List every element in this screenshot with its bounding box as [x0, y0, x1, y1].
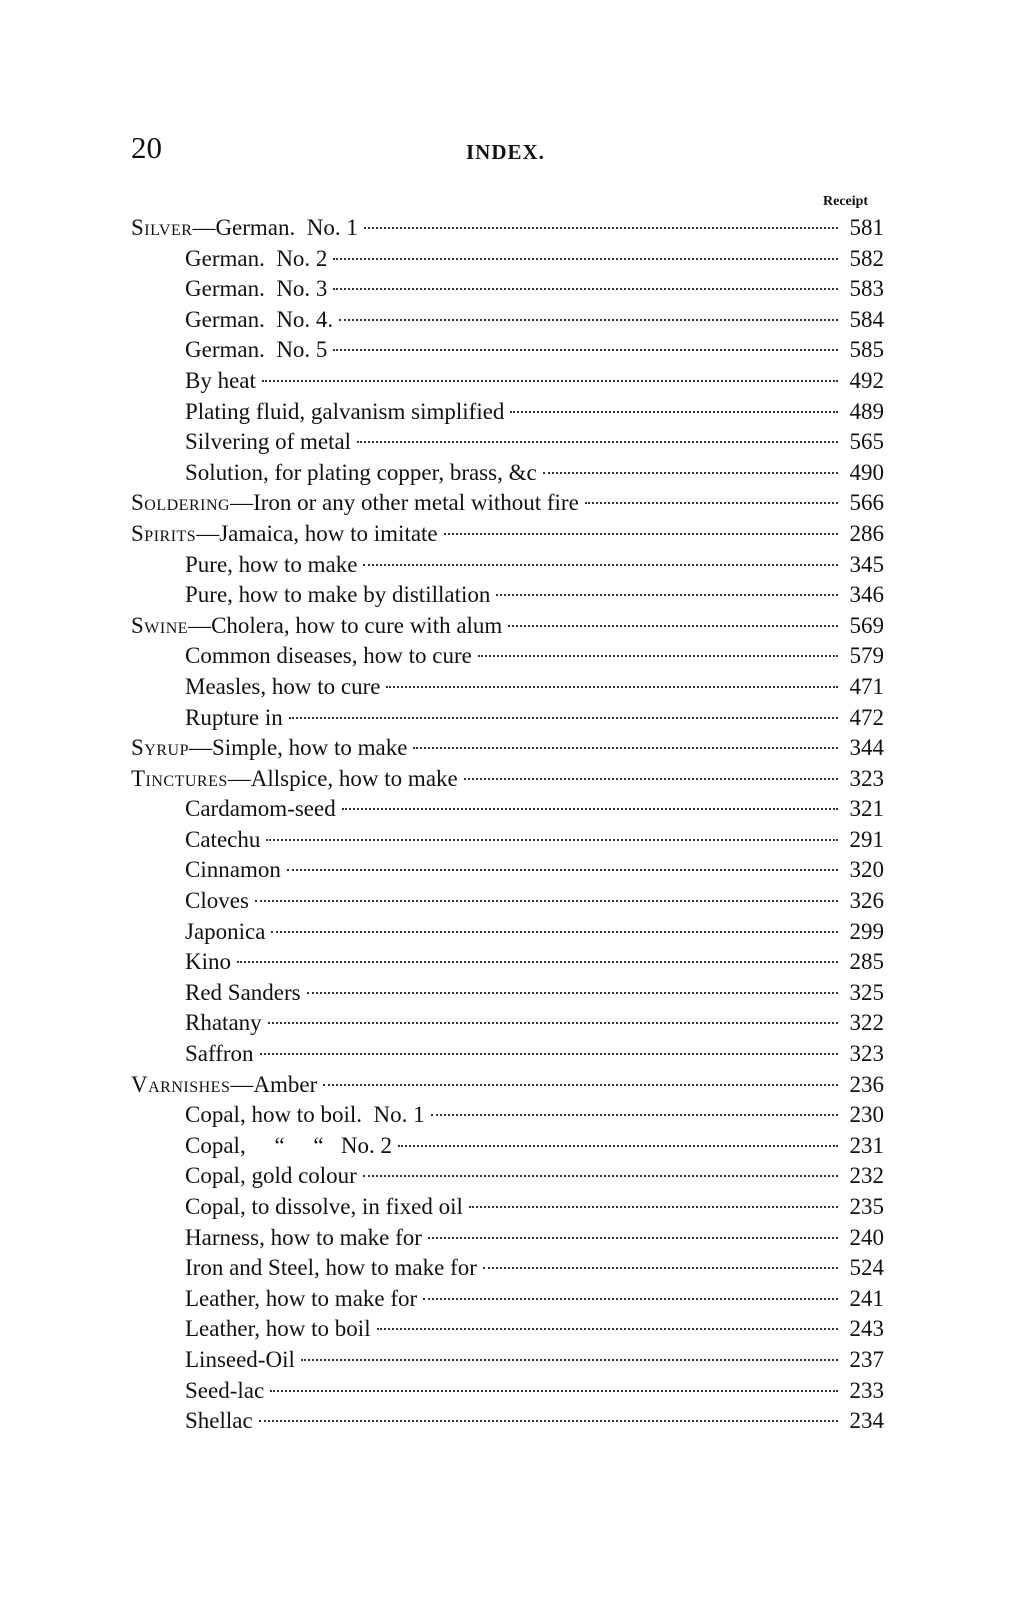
receipt-number: 490	[849, 459, 884, 485]
index-entry	[131, 705, 884, 736]
receipt-number: 492	[849, 367, 884, 393]
receipt-number: 323	[849, 1041, 884, 1067]
index-entry	[131, 1010, 884, 1041]
index-entry	[131, 1408, 884, 1439]
dot-leader	[543, 472, 838, 474]
dot-leader	[377, 1328, 838, 1330]
receipt-number: 241	[849, 1285, 884, 1311]
entry-label	[185, 1316, 371, 1342]
index-entry	[131, 888, 884, 919]
entry-text: German. No. 5	[185, 337, 328, 363]
index-entry	[131, 1255, 884, 1286]
dot-leader	[398, 1145, 838, 1147]
receipt-number: 584	[849, 306, 884, 332]
dot-leader	[444, 533, 838, 535]
receipt-number: 344	[849, 735, 884, 761]
entry-label	[185, 1347, 295, 1373]
entry-text: Cloves	[185, 888, 249, 914]
entry-label	[185, 1286, 417, 1312]
receipt-number: 231	[849, 1132, 884, 1158]
entry-label	[185, 1010, 262, 1036]
receipt-number: 325	[849, 979, 884, 1005]
index-entry	[131, 949, 884, 980]
receipt-number: 471	[849, 673, 884, 699]
entry-text: German. No. 2	[185, 245, 328, 271]
index-entry	[131, 1102, 884, 1133]
entry-text: Silvering of metal	[185, 429, 352, 455]
receipt-number: 232	[849, 1163, 884, 1189]
entry-label	[185, 919, 265, 945]
receipt-number: 583	[849, 276, 884, 302]
entry-text: Cholera, how to cure with alum	[211, 612, 503, 638]
index-entry	[131, 552, 884, 583]
entry-text: Red Sanders	[185, 979, 301, 1005]
entry-text: Linseed-Oil	[185, 1346, 295, 1372]
receipt-number: 569	[849, 612, 884, 638]
index-entry	[131, 857, 884, 888]
entry-label	[131, 215, 358, 241]
dot-leader	[464, 778, 838, 780]
dot-leader	[266, 839, 838, 841]
dot-leader	[287, 869, 838, 871]
entry-label	[185, 643, 472, 669]
entry-heading: Soldering	[131, 490, 231, 516]
index-entry	[131, 1133, 884, 1164]
entry-label	[185, 888, 249, 914]
dot-leader	[431, 1114, 838, 1116]
index-entry	[131, 735, 884, 766]
entry-text: Plating fluid, galvanism simplified	[185, 398, 505, 424]
index-entry	[131, 490, 884, 521]
entry-text: Common diseases, how to cure	[185, 643, 472, 669]
index-entry	[131, 246, 884, 277]
dot-leader	[333, 288, 838, 290]
entry-label	[185, 1102, 425, 1128]
receipt-number: 285	[849, 949, 884, 975]
entry-label	[185, 399, 504, 425]
dot-leader	[323, 1084, 838, 1086]
dot-leader	[270, 1390, 838, 1392]
index-entry	[131, 521, 884, 552]
receipt-number: 240	[849, 1224, 884, 1250]
entry-text: Copal, “ “ No. 2	[185, 1132, 392, 1158]
dot-leader	[478, 655, 838, 657]
entry-heading: Tinctures	[131, 765, 228, 791]
index-entry	[131, 276, 884, 307]
entry-dash: —	[230, 1071, 254, 1097]
entry-label	[185, 552, 357, 578]
entry-text: Simple, how to make	[211, 735, 408, 761]
receipt-number: 585	[849, 337, 884, 363]
entry-label	[185, 429, 351, 455]
entry-label	[131, 766, 458, 792]
index-entry	[131, 460, 884, 491]
entry-label	[185, 980, 301, 1006]
dot-leader	[339, 319, 838, 321]
dot-leader	[260, 1053, 838, 1055]
entry-text: Iron and Steel, how to make for	[185, 1255, 477, 1281]
dot-leader	[342, 808, 838, 810]
dot-leader	[364, 227, 838, 229]
receipt-number: 299	[849, 918, 884, 944]
entry-text: Copal, how to boil. No. 1	[185, 1102, 425, 1128]
dot-leader	[301, 1359, 838, 1361]
dot-leader	[255, 900, 838, 902]
entry-label	[185, 307, 333, 333]
dot-leader	[259, 1420, 838, 1422]
entry-text: Iron or any other metal without fire	[253, 490, 579, 516]
receipt-number: 579	[849, 643, 884, 669]
entry-text: Copal, gold colour	[185, 1163, 357, 1189]
entry-label	[185, 1041, 254, 1067]
entry-label	[185, 949, 231, 975]
index-entry	[131, 1378, 884, 1409]
entry-text: Cardamom-seed	[185, 796, 336, 822]
entry-label	[185, 1255, 477, 1281]
dot-leader	[271, 931, 838, 933]
page-number: 20	[131, 130, 162, 165]
entry-label	[185, 582, 490, 608]
index-entry	[131, 674, 884, 705]
entry-heading: Silver	[131, 215, 193, 240]
index-entry	[131, 796, 884, 827]
running-head: INDEX.	[466, 140, 545, 164]
index-list	[131, 215, 884, 1439]
entry-text: Leather, how to boil	[185, 1316, 371, 1342]
dot-leader	[289, 717, 838, 719]
receipt-number: 243	[849, 1316, 884, 1342]
entry-dash: —	[188, 612, 212, 638]
entry-label	[131, 1072, 317, 1098]
entry-heading: Syrup	[131, 735, 189, 761]
receipt-number: 326	[849, 888, 884, 914]
dot-leader	[262, 380, 838, 382]
index-entry	[131, 827, 884, 858]
entry-text: Seed-lac	[185, 1377, 265, 1403]
dot-leader	[510, 411, 838, 413]
entry-text: Copal, to dissolve, in fixed oil	[185, 1194, 463, 1219]
dot-leader	[357, 441, 838, 443]
entry-heading: Swine	[131, 612, 189, 638]
dot-leader	[307, 992, 838, 994]
dot-leader	[508, 625, 838, 627]
index-entry	[131, 1163, 884, 1194]
receipt-number: 234	[849, 1408, 884, 1434]
index-entry	[131, 643, 884, 674]
index-entry	[131, 980, 884, 1011]
dot-leader	[585, 502, 838, 504]
index-entry	[131, 368, 884, 399]
dot-leader	[423, 1298, 838, 1300]
receipt-number: 230	[849, 1102, 884, 1128]
entry-text: Allspice, how to make	[250, 765, 458, 791]
receipt-number: 321	[849, 796, 884, 822]
index-entry	[131, 429, 884, 460]
receipt-number: 581	[849, 215, 884, 240]
index-entry	[131, 215, 884, 246]
entry-text: By heat	[185, 367, 256, 393]
dot-leader	[483, 1267, 838, 1269]
receipt-number: 237	[849, 1346, 884, 1372]
entry-label	[185, 368, 256, 394]
entry-label	[185, 460, 537, 486]
receipt-number: 489	[849, 398, 884, 424]
entry-label	[185, 674, 380, 700]
receipt-number: 345	[849, 551, 884, 577]
index-entry	[131, 1316, 884, 1347]
index-entry	[131, 1225, 884, 1256]
index-entry	[131, 613, 884, 644]
entry-text: Rupture in	[185, 704, 283, 730]
receipt-number: 582	[849, 245, 884, 271]
entry-label	[185, 705, 283, 731]
dot-leader	[363, 564, 838, 566]
dot-leader	[333, 258, 838, 260]
index-entry	[131, 1041, 884, 1072]
receipt-number: 565	[849, 429, 884, 455]
dot-leader	[268, 1022, 838, 1024]
index-entry	[131, 919, 884, 950]
receipt-number: 524	[849, 1255, 884, 1281]
dot-leader	[428, 1237, 838, 1239]
entry-dash: —	[230, 490, 254, 516]
entry-heading: Spirits	[131, 520, 197, 546]
index-entry	[131, 307, 884, 338]
receipt-number: 472	[849, 704, 884, 730]
receipt-number: 236	[849, 1071, 884, 1097]
index-entry	[131, 337, 884, 368]
entry-text: Pure, how to make by distillation	[185, 582, 491, 608]
entry-text: Jamaica, how to imitate	[219, 520, 438, 546]
entry-text: Pure, how to make	[185, 551, 358, 577]
dot-leader	[237, 961, 838, 963]
entry-label	[131, 521, 438, 547]
dot-leader	[496, 594, 838, 596]
entry-label	[185, 796, 336, 822]
dot-leader	[413, 747, 838, 749]
entry-text: Solution, for plating copper, brass, &c	[185, 459, 537, 485]
column-header: Receipt	[823, 194, 869, 209]
entry-label	[185, 857, 281, 883]
entry-text: Japonica	[185, 918, 266, 944]
dot-leader	[333, 349, 838, 351]
receipt-number: 346	[849, 582, 884, 608]
entry-label	[185, 1194, 463, 1220]
receipt-number: 566	[849, 490, 884, 516]
entry-text: Rhatany	[185, 1010, 262, 1036]
entry-label	[185, 246, 327, 272]
receipt-number: 291	[849, 826, 884, 852]
entry-text: Kino	[185, 949, 231, 975]
entry-label	[185, 1225, 422, 1251]
index-entry	[131, 582, 884, 613]
dot-leader	[363, 1175, 838, 1177]
index-entry	[131, 399, 884, 430]
entry-text: Measles, how to cure	[185, 673, 381, 699]
receipt-number: 233	[849, 1377, 884, 1403]
entry-label	[131, 490, 579, 516]
index-entry	[131, 1286, 884, 1317]
entry-label	[131, 613, 502, 639]
dot-leader	[386, 686, 838, 688]
entry-label	[185, 1133, 392, 1159]
receipt-number: 323	[849, 765, 884, 791]
entry-dash: —	[188, 735, 212, 761]
entry-text: Cinnamon	[185, 857, 281, 883]
entry-dash: —	[227, 765, 251, 791]
entry-text: German. No. 4.	[185, 306, 334, 332]
entry-label	[185, 827, 260, 853]
entry-label	[131, 735, 407, 761]
index-entry	[131, 1194, 884, 1225]
entry-dash: —	[192, 215, 216, 240]
dot-leader	[469, 1206, 838, 1208]
entry-label	[185, 337, 327, 363]
entry-text: Harness, how to make for	[185, 1224, 422, 1250]
entry-label	[185, 1408, 253, 1434]
receipt-number: 235	[849, 1194, 884, 1219]
entry-text: Catechu	[185, 826, 261, 852]
entry-label	[185, 276, 327, 302]
receipt-number: 286	[849, 520, 884, 546]
entry-text: Saffron	[185, 1041, 254, 1067]
entry-text: Amber	[253, 1071, 318, 1097]
index-entry	[131, 1347, 884, 1378]
entry-text: German. No. 3	[185, 276, 328, 302]
index-entry	[131, 766, 884, 797]
entry-text: German. No. 1	[215, 215, 358, 240]
entry-dash: —	[196, 520, 220, 546]
index-entry	[131, 1072, 884, 1103]
receipt-number: 320	[849, 857, 884, 883]
entry-label	[185, 1378, 264, 1404]
receipt-number: 322	[849, 1010, 884, 1036]
entry-heading: Varnishes	[131, 1071, 231, 1097]
entry-text: Shellac	[185, 1408, 253, 1434]
entry-label	[185, 1163, 357, 1189]
entry-text: Leather, how to make for	[185, 1285, 418, 1311]
